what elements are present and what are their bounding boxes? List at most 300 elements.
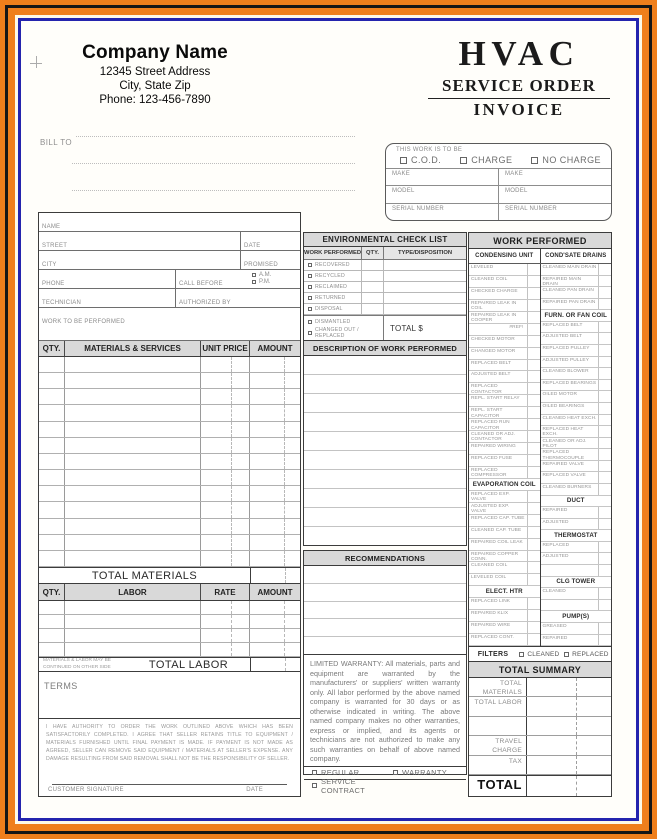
materials-amount-cell[interactable] bbox=[250, 422, 300, 437]
work-item-entry-cell[interactable] bbox=[598, 380, 611, 391]
work-item-entry-cell[interactable] bbox=[527, 371, 540, 382]
labor-amount-cell[interactable] bbox=[250, 643, 300, 656]
work-item-entry-cell[interactable] bbox=[598, 287, 611, 298]
labor-qty-cell[interactable] bbox=[39, 629, 65, 642]
work-item-entry-cell[interactable] bbox=[598, 507, 611, 518]
work-item-label: CLEANED CAP. TUBE bbox=[471, 527, 522, 533]
work-item-entry-cell[interactable] bbox=[598, 438, 611, 449]
materials-qty-cell[interactable] bbox=[39, 551, 65, 566]
checkbox-icon[interactable] bbox=[564, 652, 569, 657]
env-checklist-row bbox=[304, 293, 466, 304]
make-field[interactable] bbox=[386, 169, 498, 185]
materials-unit-price-cell[interactable] bbox=[201, 438, 250, 453]
checkbox-icon[interactable] bbox=[308, 285, 312, 289]
summary-label: TOTAL LABOR bbox=[469, 697, 527, 715]
work-performed-row bbox=[541, 507, 612, 519]
warranty-option[interactable] bbox=[385, 768, 466, 777]
work-performed-subheaders bbox=[469, 249, 611, 264]
env-work-performed-header: WORK PERFORMED bbox=[304, 247, 362, 259]
materials-unit-price-cell[interactable] bbox=[201, 373, 250, 388]
name-field[interactable] bbox=[39, 213, 300, 231]
summary-cents-cell[interactable] bbox=[577, 717, 611, 735]
labor-unit-price-cell[interactable] bbox=[201, 643, 250, 656]
call-before-field[interactable] bbox=[175, 270, 252, 288]
materials-qty-cell[interactable] bbox=[39, 454, 65, 469]
warranty-text: LIMITED WARRANTY: All materials, parts and equipment are warranted by the manufacturers' or suppliers' written warranty only. All labor performed by the above named company is warranted for 30 days or as otherwise indicated in writing. The above named company makes no other warranties, express or implied, and its agents or technicians are not authorized to make any such warranties on behalf of above named company. bbox=[310, 659, 460, 763]
date-label: DATE bbox=[244, 243, 261, 249]
cents-divider bbox=[231, 405, 232, 420]
no-charge-option[interactable] bbox=[531, 155, 601, 165]
work-item-label: REPLACED LINK bbox=[471, 599, 511, 605]
work-performed-row bbox=[469, 551, 540, 563]
work-item-entry-cell[interactable] bbox=[527, 598, 540, 609]
labor-unit-price-cell[interactable] bbox=[201, 615, 250, 628]
work-item-label: REPLACED RUN CAPACITOR bbox=[471, 420, 510, 431]
labor-desc-cell[interactable] bbox=[65, 601, 201, 614]
work-item-entry-cell[interactable] bbox=[527, 360, 540, 371]
work-item-entry-cell[interactable] bbox=[527, 276, 540, 287]
labor-qty-cell[interactable] bbox=[39, 643, 65, 656]
labor-row bbox=[39, 601, 300, 615]
labor-amount-cell[interactable] bbox=[250, 615, 300, 628]
work-to-be-performed-field[interactable] bbox=[39, 308, 300, 340]
work-item-label bbox=[541, 600, 599, 611]
work-performed-row bbox=[469, 598, 540, 610]
checkbox-icon[interactable] bbox=[312, 770, 317, 775]
checkbox-icon[interactable] bbox=[308, 263, 312, 267]
work-item-entry-cell[interactable] bbox=[527, 503, 540, 514]
materials-qty-cell[interactable] bbox=[39, 535, 65, 550]
env-type-cell[interactable] bbox=[384, 304, 466, 314]
work-item-entry-cell[interactable] bbox=[527, 491, 540, 502]
work-item-entry-cell[interactable] bbox=[527, 336, 540, 347]
materials-unit-price-cell[interactable] bbox=[201, 422, 250, 437]
work-item-label: REPL. START RELAY bbox=[471, 396, 520, 402]
env-qty-cell[interactable] bbox=[362, 260, 384, 270]
charge-label: CHARGE bbox=[471, 155, 513, 165]
description-line[interactable] bbox=[304, 451, 466, 470]
serial-number-field[interactable] bbox=[498, 204, 611, 220]
env-type-cell[interactable] bbox=[384, 260, 466, 270]
materials-unit-price-cell[interactable] bbox=[201, 486, 250, 501]
materials-desc-cell[interactable] bbox=[65, 519, 201, 534]
cents-divider bbox=[231, 502, 232, 517]
work-item-label: CLEANED BLOWER bbox=[542, 369, 589, 375]
summary-value-cell[interactable] bbox=[527, 697, 577, 715]
work-item-label: CLEANED OR ADJ. CONTACTOR bbox=[471, 432, 516, 443]
env-checklist-row bbox=[304, 282, 466, 293]
filters-cleaned-option[interactable] bbox=[519, 651, 559, 658]
work-item-entry-cell[interactable] bbox=[527, 562, 540, 573]
work-item-entry-cell[interactable] bbox=[598, 600, 611, 611]
cents-divider bbox=[284, 643, 285, 656]
materials-unit-price-cell[interactable] bbox=[201, 470, 250, 485]
env-type-cell[interactable] bbox=[384, 293, 466, 303]
description-line[interactable] bbox=[304, 432, 466, 451]
checkbox-icon[interactable] bbox=[393, 770, 398, 775]
materials-unit-price-cell[interactable] bbox=[201, 535, 250, 550]
work-item-entry-cell[interactable] bbox=[527, 300, 540, 311]
materials-amount-cell[interactable] bbox=[250, 373, 300, 388]
summary-value-cell[interactable] bbox=[527, 678, 577, 696]
checkbox-icon[interactable] bbox=[460, 157, 467, 164]
cents-divider bbox=[284, 470, 285, 485]
date-field[interactable] bbox=[240, 232, 300, 250]
materials-unit-price-cell[interactable] bbox=[201, 389, 250, 404]
materials-unit-price-cell[interactable] bbox=[201, 405, 250, 420]
bill-to-line[interactable] bbox=[72, 190, 355, 191]
work-item-entry-cell[interactable] bbox=[598, 391, 611, 402]
env-qty-cell[interactable] bbox=[362, 282, 384, 292]
work-item-entry-cell[interactable] bbox=[527, 348, 540, 359]
work-item-entry-cell[interactable] bbox=[598, 403, 611, 414]
work-item-label: REPAIRED COIL LEAK bbox=[471, 539, 523, 545]
materials-desc-cell[interactable] bbox=[65, 454, 201, 469]
env-item-cell[interactable] bbox=[304, 282, 362, 292]
grand-total-value-cell[interactable] bbox=[527, 776, 577, 796]
checkbox-icon[interactable] bbox=[308, 307, 312, 311]
grand-total-cents-cell[interactable] bbox=[577, 776, 611, 796]
materials-qty-cell[interactable] bbox=[39, 486, 65, 501]
labor-desc-cell[interactable] bbox=[65, 629, 201, 642]
work-item-entry-cell[interactable] bbox=[527, 527, 540, 538]
work-performed-row bbox=[469, 562, 540, 574]
work-item-entry-cell[interactable] bbox=[598, 368, 611, 379]
work-item-entry-cell[interactable] bbox=[527, 443, 540, 454]
work-item-entry-cell[interactable] bbox=[527, 539, 540, 550]
work-item-label: REPLACED CAP. TUBE bbox=[471, 515, 525, 521]
materials-desc-cell[interactable] bbox=[65, 502, 201, 517]
bill-to-label: BILL TO bbox=[40, 138, 73, 147]
work-performed-row bbox=[541, 380, 612, 392]
work-performed-row bbox=[469, 395, 540, 407]
filters-replaced-option[interactable] bbox=[564, 651, 609, 658]
work-item-entry-cell[interactable] bbox=[598, 357, 611, 368]
env-item-cell[interactable] bbox=[304, 304, 362, 314]
environmental-checklist-headers bbox=[304, 247, 466, 260]
materials-desc-cell[interactable] bbox=[65, 438, 201, 453]
env-qty-cell[interactable] bbox=[362, 304, 384, 314]
work-performed-row bbox=[469, 348, 540, 360]
materials-desc-cell[interactable] bbox=[65, 486, 201, 501]
env-qty-cell[interactable] bbox=[362, 293, 384, 303]
cents-divider bbox=[231, 519, 232, 534]
checkbox-icon[interactable] bbox=[308, 274, 312, 278]
materials-row bbox=[39, 470, 300, 486]
checkbox-icon[interactable] bbox=[308, 296, 312, 300]
work-performed-row bbox=[469, 360, 540, 372]
recommendations-line[interactable] bbox=[304, 637, 466, 654]
work-item-entry-cell[interactable] bbox=[527, 288, 540, 299]
checkbox-icon[interactable] bbox=[312, 783, 317, 788]
work-performed-row bbox=[469, 383, 540, 395]
work-type-options bbox=[386, 153, 611, 169]
summary-row bbox=[469, 736, 611, 755]
total-labor-row bbox=[39, 657, 300, 672]
work-item-entry-cell[interactable] bbox=[527, 634, 540, 645]
checkbox-icon[interactable] bbox=[531, 157, 538, 164]
work-item-label: CHANGED MOTOR bbox=[471, 348, 516, 354]
work-item-entry-cell[interactable] bbox=[598, 345, 611, 356]
materials-qty-cell[interactable] bbox=[39, 519, 65, 534]
materials-unit-price-cell[interactable] bbox=[201, 357, 250, 372]
materials-desc-cell[interactable] bbox=[65, 551, 201, 566]
work-item-label: REPAIRED MAIN DRAIN bbox=[542, 276, 582, 287]
summary-cents-cell[interactable] bbox=[577, 736, 611, 754]
dismantled-label: DISMANTLED bbox=[315, 319, 351, 325]
materials-amount-cell[interactable] bbox=[250, 405, 300, 420]
description-line[interactable] bbox=[304, 508, 466, 527]
cents-divider bbox=[231, 438, 232, 453]
work-item-entry-cell[interactable] bbox=[527, 264, 540, 275]
description-line[interactable] bbox=[304, 489, 466, 508]
total-materials-amount-cell[interactable] bbox=[250, 568, 300, 583]
description-lines bbox=[304, 356, 466, 545]
materials-qty-cell[interactable] bbox=[39, 373, 65, 388]
work-performed-row bbox=[541, 542, 612, 554]
unit-field-row bbox=[386, 204, 611, 220]
street-field[interactable] bbox=[39, 232, 240, 250]
work-item-label: ADJUSTED PULLEY bbox=[542, 357, 589, 363]
checkbox-icon[interactable] bbox=[252, 280, 256, 284]
work-item-entry-cell[interactable] bbox=[598, 565, 611, 576]
checkbox-icon[interactable] bbox=[400, 157, 407, 164]
labor-unit-price-cell[interactable] bbox=[201, 601, 250, 614]
work-item-entry-cell[interactable] bbox=[527, 431, 540, 442]
service-contract-option[interactable] bbox=[304, 777, 385, 795]
cod-option[interactable] bbox=[400, 155, 441, 165]
recommendations-line[interactable] bbox=[304, 566, 466, 584]
env-item-label: RECLAIMED bbox=[315, 284, 348, 290]
labor-desc-cell[interactable] bbox=[65, 615, 201, 628]
summary-cents-cell[interactable] bbox=[577, 756, 611, 774]
serial-number-field[interactable] bbox=[386, 204, 498, 220]
description-line[interactable] bbox=[304, 470, 466, 489]
env-items-list bbox=[304, 260, 466, 315]
materials-unit-price-cell[interactable] bbox=[201, 454, 250, 469]
env-item-label: DISPOSAL bbox=[315, 306, 343, 312]
work-item-entry-cell[interactable] bbox=[527, 574, 540, 585]
work-item-entry-cell[interactable] bbox=[527, 419, 540, 430]
work-performed-row bbox=[541, 287, 612, 299]
summary-value-cell[interactable] bbox=[527, 736, 577, 754]
bill-to-line[interactable] bbox=[72, 163, 355, 164]
work-item-label: GREASED bbox=[542, 623, 567, 629]
work-item-label: REPLACED CONT. bbox=[471, 635, 514, 641]
materials-amount-cell[interactable] bbox=[250, 357, 300, 372]
condensate-drains-header: COND'SATE DRAINS bbox=[545, 253, 607, 259]
materials-qty-cell[interactable] bbox=[39, 422, 65, 437]
env-item-cell[interactable] bbox=[304, 293, 362, 303]
materials-unit-price-cell[interactable] bbox=[201, 519, 250, 534]
model-field[interactable] bbox=[498, 186, 611, 202]
work-item-entry-cell[interactable] bbox=[598, 276, 611, 287]
recommendations-line[interactable] bbox=[304, 584, 466, 602]
work-item-label: REPAIRED PAN DRAIN bbox=[542, 299, 596, 305]
cents-divider bbox=[284, 629, 285, 642]
env-total-cell[interactable] bbox=[384, 316, 466, 340]
description-line[interactable] bbox=[304, 413, 466, 432]
work-item-entry-cell[interactable] bbox=[527, 467, 540, 478]
materials-qty-cell[interactable] bbox=[39, 357, 65, 372]
summary-cents-cell[interactable] bbox=[577, 678, 611, 696]
work-item-entry-cell[interactable] bbox=[527, 515, 540, 526]
materials-amount-cell[interactable] bbox=[250, 502, 300, 517]
work-item-entry-cell[interactable] bbox=[598, 542, 611, 553]
materials-desc-cell[interactable] bbox=[65, 405, 201, 420]
materials-desc-cell[interactable] bbox=[65, 535, 201, 550]
summary-value-cell[interactable] bbox=[527, 756, 577, 774]
env-qty-cell[interactable] bbox=[362, 271, 384, 281]
work-item-entry-cell[interactable] bbox=[598, 333, 611, 344]
materials-qty-cell[interactable] bbox=[39, 389, 65, 404]
work-item-label: REPLACED THERMOCOUPLE bbox=[542, 450, 585, 460]
materials-qty-cell[interactable] bbox=[39, 470, 65, 485]
env-type-cell[interactable] bbox=[384, 282, 466, 292]
work-item-entry-cell[interactable] bbox=[598, 449, 611, 460]
materials-unit-price-cell[interactable] bbox=[201, 551, 250, 566]
work-item-entry-cell[interactable] bbox=[527, 455, 540, 466]
summary-value-cell[interactable] bbox=[527, 717, 577, 735]
changed-out-option[interactable] bbox=[308, 327, 383, 339]
work-performed-row bbox=[541, 276, 612, 288]
work-item-entry-cell[interactable] bbox=[598, 553, 611, 564]
work-item-entry-cell[interactable] bbox=[527, 383, 540, 394]
total-labor-amount-cell[interactable] bbox=[250, 658, 300, 671]
labor-desc-cell[interactable] bbox=[65, 643, 201, 656]
work-performed-row bbox=[469, 539, 540, 551]
cents-divider bbox=[284, 373, 285, 388]
work-performed-row bbox=[469, 407, 540, 419]
work-item-entry-cell[interactable] bbox=[527, 551, 540, 562]
work-item-entry-cell[interactable] bbox=[598, 472, 611, 483]
promised-field[interactable] bbox=[240, 251, 300, 269]
materials-qty-cell[interactable] bbox=[39, 405, 65, 420]
env-type-cell[interactable] bbox=[384, 271, 466, 281]
materials-row bbox=[39, 357, 300, 373]
materials-qty-header: QTY. bbox=[39, 341, 65, 356]
work-item-entry-cell[interactable] bbox=[527, 395, 540, 406]
work-performed-row bbox=[541, 426, 612, 438]
recommendations-line[interactable] bbox=[304, 602, 466, 620]
work-performed-row bbox=[469, 324, 540, 336]
labor-qty-cell[interactable] bbox=[39, 601, 65, 614]
materials-amount-cell[interactable] bbox=[250, 551, 300, 566]
work-item-entry-cell[interactable] bbox=[527, 407, 540, 418]
description-line[interactable] bbox=[304, 356, 466, 375]
am-option[interactable] bbox=[252, 272, 300, 278]
work-item-entry-cell[interactable] bbox=[598, 322, 611, 333]
work-performed-row bbox=[469, 527, 540, 539]
recommendations-line[interactable] bbox=[304, 619, 466, 637]
labor-rate-header: RATE bbox=[201, 584, 250, 600]
work-item-entry-cell[interactable] bbox=[598, 461, 611, 472]
total-summary-body bbox=[469, 678, 611, 775]
unit-field-row bbox=[386, 169, 611, 186]
work-item-entry-cell[interactable] bbox=[527, 312, 540, 323]
checkbox-icon[interactable] bbox=[308, 320, 312, 324]
materials-amount-cell[interactable] bbox=[250, 519, 300, 534]
model-field[interactable] bbox=[386, 186, 498, 202]
env-item-cell[interactable] bbox=[304, 271, 362, 281]
work-performed-row bbox=[541, 322, 612, 334]
materials-desc-cell[interactable] bbox=[65, 422, 201, 437]
materials-amount-cell[interactable] bbox=[250, 438, 300, 453]
materials-qty-cell[interactable] bbox=[39, 438, 65, 453]
work-item-entry-cell[interactable] bbox=[598, 426, 611, 437]
labor-amount-cell[interactable] bbox=[250, 629, 300, 642]
description-line[interactable] bbox=[304, 527, 466, 545]
materials-row bbox=[39, 422, 300, 438]
materials-amount-cell[interactable] bbox=[250, 470, 300, 485]
materials-desc-cell[interactable] bbox=[65, 470, 201, 485]
service-contract-label: SERVICE CONTRACT bbox=[321, 776, 366, 795]
work-item-label: CLEANED OR ADJ. PILOT bbox=[542, 438, 587, 449]
pm-option[interactable] bbox=[252, 279, 300, 285]
work-item-entry-cell[interactable] bbox=[527, 610, 540, 621]
env-item-cell[interactable] bbox=[304, 260, 362, 270]
materials-desc-cell[interactable] bbox=[65, 373, 201, 388]
labor-amount-cell[interactable] bbox=[250, 601, 300, 614]
changed-out-label: CHANGED OUT / REPLACED bbox=[315, 327, 359, 339]
bill-to-line[interactable] bbox=[76, 136, 355, 137]
materials-desc-cell[interactable] bbox=[65, 389, 201, 404]
work-performed-section-header: PUMP(S) bbox=[541, 611, 612, 623]
checkbox-icon[interactable] bbox=[519, 652, 524, 657]
technician-field[interactable] bbox=[39, 289, 175, 307]
work-item-entry-cell[interactable] bbox=[598, 484, 611, 495]
work-item-entry-cell[interactable] bbox=[598, 635, 611, 646]
work-item-entry-cell[interactable] bbox=[598, 299, 611, 310]
materials-amount-cell[interactable] bbox=[250, 454, 300, 469]
materials-unit-price-cell[interactable] bbox=[201, 502, 250, 517]
checkbox-icon[interactable] bbox=[308, 331, 312, 335]
make-field[interactable] bbox=[498, 169, 611, 185]
description-line[interactable] bbox=[304, 375, 466, 394]
phone-field[interactable] bbox=[39, 270, 175, 288]
work-item-entry-cell[interactable] bbox=[598, 623, 611, 634]
charge-option[interactable] bbox=[460, 155, 512, 165]
work-item-entry-cell[interactable] bbox=[598, 588, 611, 599]
work-performed-row bbox=[469, 431, 540, 443]
cents-divider bbox=[231, 422, 232, 437]
materials-amount-cell[interactable] bbox=[250, 535, 300, 550]
summary-cents-cell[interactable] bbox=[577, 697, 611, 715]
materials-qty-cell[interactable] bbox=[39, 502, 65, 517]
work-item-label: REPAIRED bbox=[542, 508, 568, 514]
summary-row bbox=[469, 697, 611, 716]
materials-amount-cell[interactable] bbox=[250, 389, 300, 404]
work-item-entry-cell[interactable] bbox=[527, 622, 540, 633]
materials-desc-cell[interactable] bbox=[65, 357, 201, 372]
city-field[interactable] bbox=[39, 251, 240, 269]
work-item-entry-cell[interactable] bbox=[598, 415, 611, 426]
description-line[interactable] bbox=[304, 394, 466, 413]
dismantled-option[interactable] bbox=[308, 319, 383, 325]
warranty-label: WARRANTY bbox=[402, 768, 448, 777]
company-name: Company Name bbox=[82, 42, 228, 63]
warranty-section bbox=[303, 654, 467, 795]
work-item-entry-cell[interactable] bbox=[598, 519, 611, 530]
work-item-entry-cell[interactable] bbox=[598, 264, 611, 275]
labor-qty-cell[interactable] bbox=[39, 615, 65, 628]
work-item-entry-cell[interactable] bbox=[527, 324, 540, 335]
labor-unit-price-cell[interactable] bbox=[201, 629, 250, 642]
authorized-by-field[interactable] bbox=[175, 289, 300, 307]
materials-amount-cell[interactable] bbox=[250, 486, 300, 501]
checkbox-icon[interactable] bbox=[252, 273, 256, 277]
terms-field[interactable] bbox=[39, 672, 300, 719]
